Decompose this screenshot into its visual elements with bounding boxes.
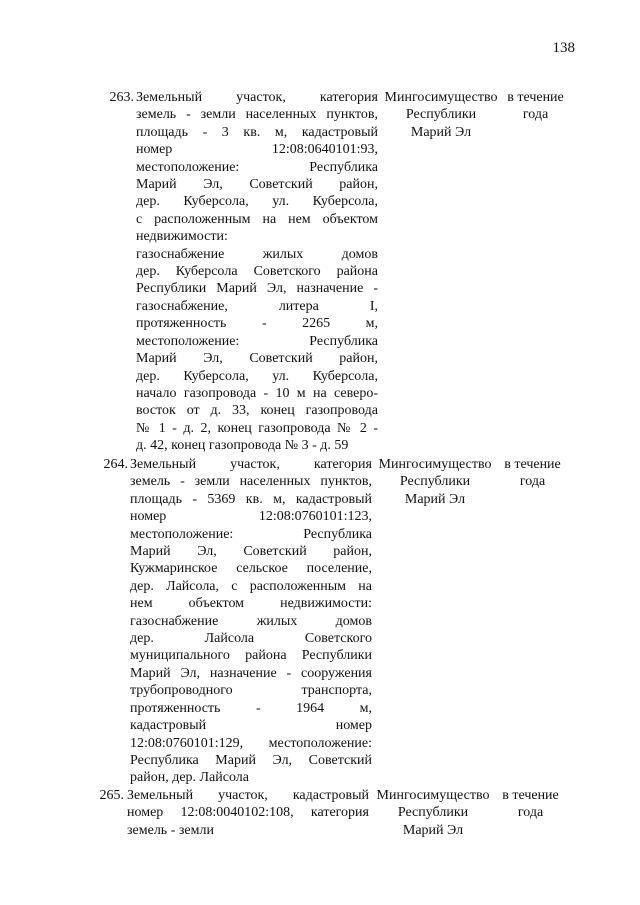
- term-line: в течение: [504, 457, 561, 472]
- org-line: Марий Эл: [404, 491, 466, 507]
- description-line: местоположение: Республика: [136, 159, 378, 175]
- description-line: площадь - 5369 кв. м, кадастровый: [130, 491, 372, 507]
- description-line: трубопроводного транспорта,: [130, 683, 372, 699]
- description-line: местоположение: Республика: [136, 333, 378, 349]
- description-line: земель - земли: [127, 822, 214, 838]
- description-line: протяженность - 1964 м,: [130, 700, 372, 716]
- description-line: Республика Марий Эл, Советский: [130, 752, 372, 768]
- description-line: газоснабжение жилых домов: [136, 246, 378, 262]
- org-line: Марий Эл: [410, 124, 472, 140]
- entry-description: [136, 89, 378, 455]
- description-line: дер. Кубepcoлa, ул. Кубepcoлa,: [136, 368, 378, 384]
- term-line: года: [517, 805, 544, 821]
- org-line: Республики: [397, 805, 469, 821]
- description-line: с расположенным на нем объектом: [136, 211, 378, 227]
- entry-number: 265.: [99, 788, 124, 803]
- description-line: Земельный участок, кадастровый: [127, 788, 369, 803]
- description-line: номер 12:08:0640101:93,: [136, 142, 378, 158]
- responsible-organization: [370, 456, 500, 508]
- description-line: недвижимости:: [136, 229, 228, 245]
- term-line: в течение: [507, 90, 564, 105]
- entry-description: [130, 456, 372, 787]
- description-line: дер. Лайсола, с расположенным на: [130, 578, 372, 594]
- description-line: начало газопровода - 10 м на северо-: [136, 385, 378, 401]
- description-line: нем объектом недвижимости:: [130, 596, 372, 612]
- description-line: 12:08:0760101:129, местоположение:: [130, 735, 372, 751]
- deadline: [498, 89, 573, 124]
- description-line: дер. Кубepcoлa, ул. Кубepcoлa,: [136, 194, 378, 210]
- org-line: Республики: [399, 474, 471, 490]
- description-line: № 1 - д. 2, конец газопровода № 2 -: [136, 420, 378, 436]
- description-line: номер 12:08:0760101:123,: [130, 509, 372, 525]
- description-line: Кужмаринское сельское поселение,: [130, 561, 372, 577]
- description-line: Марий Эл, назначение - сооружения: [130, 665, 372, 681]
- description-line: Земельный участок, категория: [136, 90, 378, 105]
- description-line: Марий Эл, Советский район,: [136, 177, 378, 193]
- entry-number: 263.: [109, 90, 134, 105]
- description-line: Марий Эл, Советский район,: [130, 544, 372, 560]
- org-line: Мингосимущество: [384, 90, 498, 105]
- description-line: Республики Марий Эл, назначение -: [136, 281, 378, 297]
- description-line: земель - земли населенных пунктов,: [130, 474, 372, 490]
- description-line: газоснабжение, литера I,: [136, 298, 378, 314]
- description-line: д. 42, конец газопровода № 3 - д. 59: [136, 438, 349, 454]
- org-line: Марий Эл: [402, 822, 464, 838]
- description-line: дер. Лайсола Советского: [130, 631, 372, 647]
- org-line: Мингосимущество: [376, 788, 490, 803]
- description-line: дер. Кубepcoлa Советского района: [136, 264, 378, 280]
- description-line: муниципального района Республики: [130, 648, 372, 664]
- description-line: восток от д. 33, конец газопровода: [136, 403, 378, 419]
- page-number: 138: [552, 40, 575, 56]
- deadline: [493, 787, 568, 822]
- entry-number: 264.: [103, 457, 128, 472]
- description-line: площадь - 3 кв. м, кадастровый: [136, 124, 378, 140]
- responsible-organization: [368, 787, 498, 839]
- description-line: протяженность - 2265 м,: [136, 316, 378, 332]
- description-line: газоснабжение жилых домов: [130, 613, 372, 629]
- description-line: Земельный участок, категория: [130, 457, 372, 472]
- description-line: кадастровый номер: [130, 718, 372, 734]
- description-line: местоположение: Республика: [130, 526, 372, 542]
- description-line: район, дер. Лайсола: [130, 770, 249, 786]
- description-line: земель - земли населенных пунктов,: [136, 107, 378, 123]
- org-line: Мингосимущество: [378, 457, 492, 472]
- term-line: года: [522, 107, 549, 123]
- description-line: номер 12:08:0040102:108, категория: [127, 805, 369, 821]
- description-line: Марий Эл, Советский район,: [136, 351, 378, 367]
- responsible-organization: [376, 89, 506, 141]
- deadline: [495, 456, 570, 491]
- term-line: года: [519, 474, 546, 490]
- org-line: Республики: [405, 107, 477, 123]
- term-line: в течение: [502, 788, 559, 803]
- entry-description: [127, 787, 369, 839]
